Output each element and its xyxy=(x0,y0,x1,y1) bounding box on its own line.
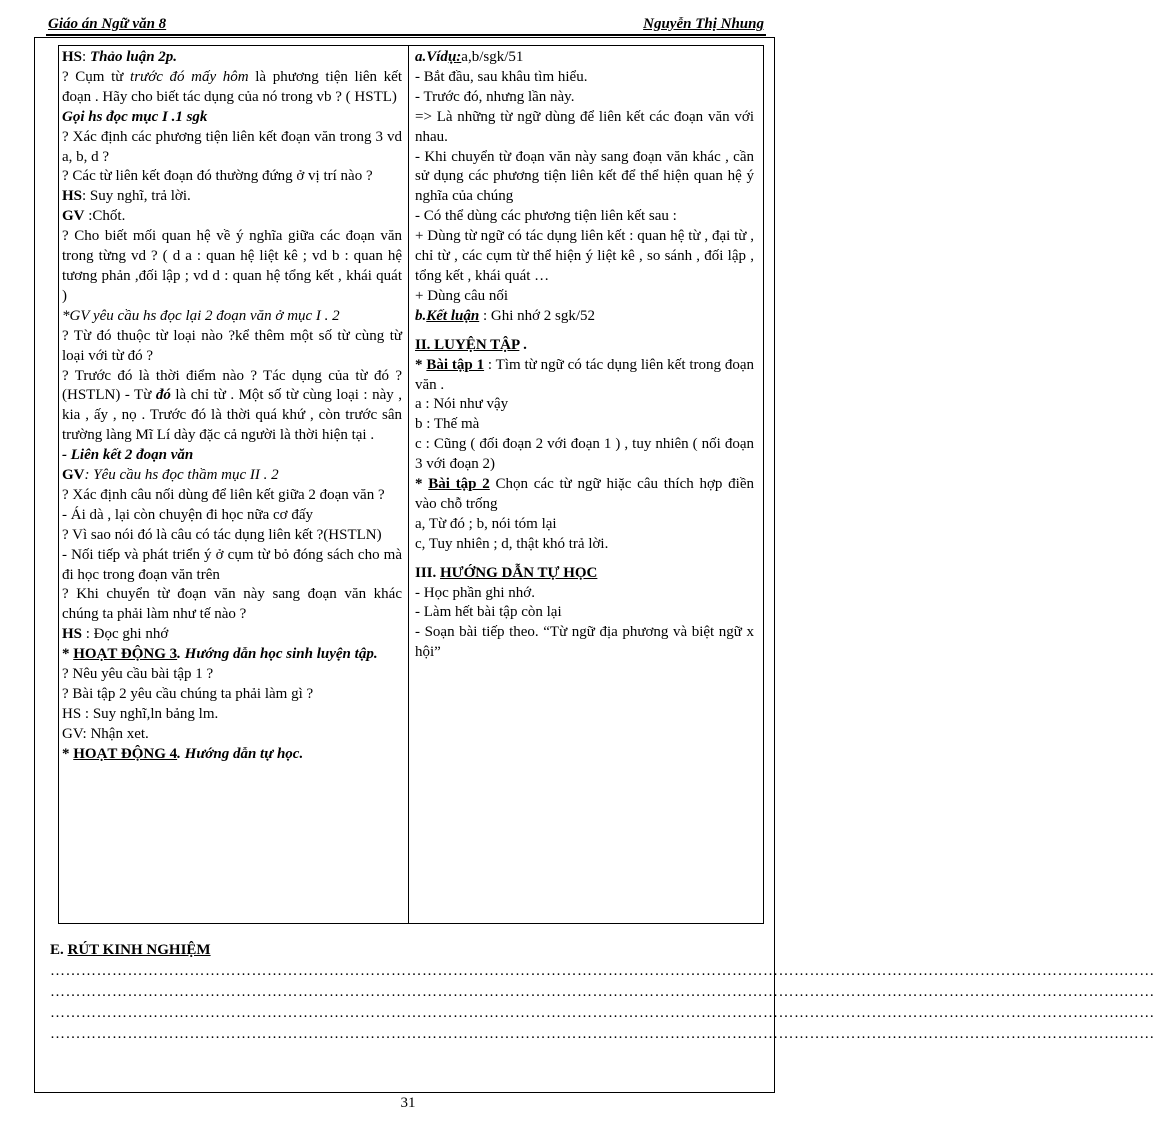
content-column xyxy=(415,48,754,663)
left-line: HS: Thảo luận 2p. xyxy=(62,49,178,65)
dotted-line: ……………………………………………………………………………………………………………………………………………………………………………………….…… xyxy=(50,1005,1155,1021)
right-line: * Bài tập 2 Chọn các từ ngữ hiặc câu thích hợp điền vào chỗ trống xyxy=(415,476,754,512)
right-line: c : Cũng ( đối đoạn 2 với đoạn 1 ) , tuy nhiên ( nối đoạn 3 với đoạn 2) xyxy=(415,436,754,473)
right-line: II. LUYỆN TẬP . xyxy=(415,336,527,353)
right-line: => Là những từ ngữ dùng để liên kết các đoạn văn với nhau. xyxy=(415,108,754,145)
teacher-activity-column xyxy=(62,48,402,765)
right-line: + Dùng từ ngữ có tác dụng liên kết : quan hệ từ , đại từ , chỉ từ , các cụm từ thể hiện ý liệt kê , so sánh , đối lập , tổng kết , khái quát … xyxy=(415,228,754,284)
left-line: HS: Suy nghĩ, trả lời. xyxy=(62,188,191,205)
section-title: E. RÚT KINH NGHIỆM xyxy=(50,942,211,958)
left-line: ? Cho biết mối quan hệ về ý nghĩa giữa các đoạn văn trong từng vd ? ( d a : quan hệ liệt kê ; vd b : quan hệ tương phản ,đối lập ; vd d : quan hệ tổng kết , khái quát ) xyxy=(62,228,402,304)
right-line: a, Từ đó ; b, nói tóm lại xyxy=(415,515,557,532)
left-line: GV: Nhận xet. xyxy=(62,725,149,742)
right-line: - Soạn bài tiếp theo. “Từ ngữ địa phương và biệt ngữ x hội” xyxy=(415,624,754,661)
left-line: *GV yêu cầu hs đọc lại 2 đoạn văn ở mục I . 2 xyxy=(62,307,340,324)
right-line: - Trước đó, nhưng lần này. xyxy=(415,88,575,105)
left-line: ? Bài tập 2 yêu cầu chúng ta phải làm gì ? xyxy=(62,686,314,702)
right-line: III. HƯỚNG DẪN TỰ HỌC xyxy=(415,564,598,581)
right-line: - Bắt đầu, sau khâu tìm hiểu. xyxy=(415,68,588,85)
header-author: Nguyễn Thị Nhung xyxy=(643,16,764,32)
experience-notes-section xyxy=(50,940,1155,1045)
left-line: HS : Suy nghĩ,ln bảng lm. xyxy=(62,705,219,722)
spacer xyxy=(415,555,754,564)
left-line: ? Cụm từ trước đó mấy hôm là phương tiện liên kết đoạn . Hãy cho biết tác dụng của nó trong vb ? ( HSTL) xyxy=(62,68,402,105)
left-line: ? Xác định câu nối dùng để liên kết giữa 2 đoạn văn ? xyxy=(62,486,385,503)
left-line: Gọi hs đọc mục I .1 sgk xyxy=(62,108,208,125)
dotted-line: ……………………………………………………………………………………………………………………………………………………………………………………….…… xyxy=(50,984,1155,1000)
right-line: b : Thế mà xyxy=(415,416,480,433)
left-line: ? Nêu yêu cầu bài tập 1 ? xyxy=(62,666,214,683)
page-number: 31 xyxy=(400,1095,416,1111)
left-line: - Nối tiếp và phát triển ý ở cụm từ bỏ đóng sách cho mà đi học trong đoạn văn trên xyxy=(62,546,402,583)
left-line: ? Các từ liên kết đoạn đó thường đứng ở vị trí nào ? xyxy=(62,168,373,185)
left-line: GV: Yêu cầu hs đọc thầm mục II . 2 xyxy=(62,467,279,484)
left-line: - Ái dà , lại còn chuyện đi học nữa cơ đấy xyxy=(62,506,313,523)
left-line: ? Xác định các phương tiện liên kết đoạn văn trong 3 vd a, b, d ? xyxy=(62,128,402,165)
left-line: ? Trước đó là thời điểm nào ? Tác dụng của từ đó ?(HSTLN) - Từ đó là chỉ từ . Một số từ cùng loại : này , kia , ấy , nọ . Trước đó là thời quá khứ , còn trước sân trường làng Mĩ Lí dày đặc cả người là thời hiện tại . xyxy=(62,367,402,444)
left-line: * HOẠT ĐỘNG 3. Hướng dẫn học sinh luyện tập. xyxy=(62,646,378,663)
spacer xyxy=(415,327,754,336)
left-line: ? Từ đó thuộc từ loại nào ?kể thêm một số từ cùng từ loại với từ đó ? xyxy=(62,327,402,364)
right-line: + Dùng câu nối xyxy=(415,287,509,304)
left-line: * HOẠT ĐỘNG 4. Hướng dẫn tự học. xyxy=(62,745,304,762)
right-line: a : Nói như vậy xyxy=(415,396,509,413)
left-line: GV :Chốt. xyxy=(62,208,126,225)
left-line: ? Vì sao nói đó là câu có tác dụng liên kết ?(HSTLN) xyxy=(62,526,382,543)
right-line: c, Tuy nhiên ; d, thật khó trả lời. xyxy=(415,535,609,552)
right-line: - Học phần ghi nhớ. xyxy=(415,584,535,601)
left-line: - Liên kết 2 đoạn văn xyxy=(62,447,194,464)
right-line: - Có thể dùng các phương tiện liên kết sau : xyxy=(415,208,677,225)
right-line: * Bài tập 1 : Tìm từ ngữ có tác dụng liên kết trong đoạn văn . xyxy=(415,356,755,393)
page-header xyxy=(46,14,766,36)
header-subject: Giáo án Ngữ văn 8 xyxy=(48,16,167,32)
dotted-line: ……………………………………………………………………………………………………………………………………………………………………………………….…… xyxy=(50,963,1155,979)
left-line: HS : Đọc ghi nhớ xyxy=(62,626,169,643)
right-line: b.Kết luận : Ghi nhớ 2 sgk/52 xyxy=(415,307,596,324)
right-line: - Làm hết bài tập còn lại xyxy=(415,604,562,621)
right-line: - Khi chuyển từ đoạn văn này sang đoạn văn khác , cần sử dụng các phương tiện liên kết để thể hiện quan hệ ý nghĩa của chúng xyxy=(415,148,754,205)
dotted-line: ……………………………………………………………………………………………………………………………………………………………………………………….…… xyxy=(50,1026,1155,1042)
right-line: a.Vídụ:a,b/sgk/51 xyxy=(415,49,524,65)
column-divider xyxy=(408,45,409,924)
left-line: ? Khi chuyển từ đoạn văn này sang đoạn văn khác chúng ta phải làm như tế nào ? xyxy=(62,586,402,623)
